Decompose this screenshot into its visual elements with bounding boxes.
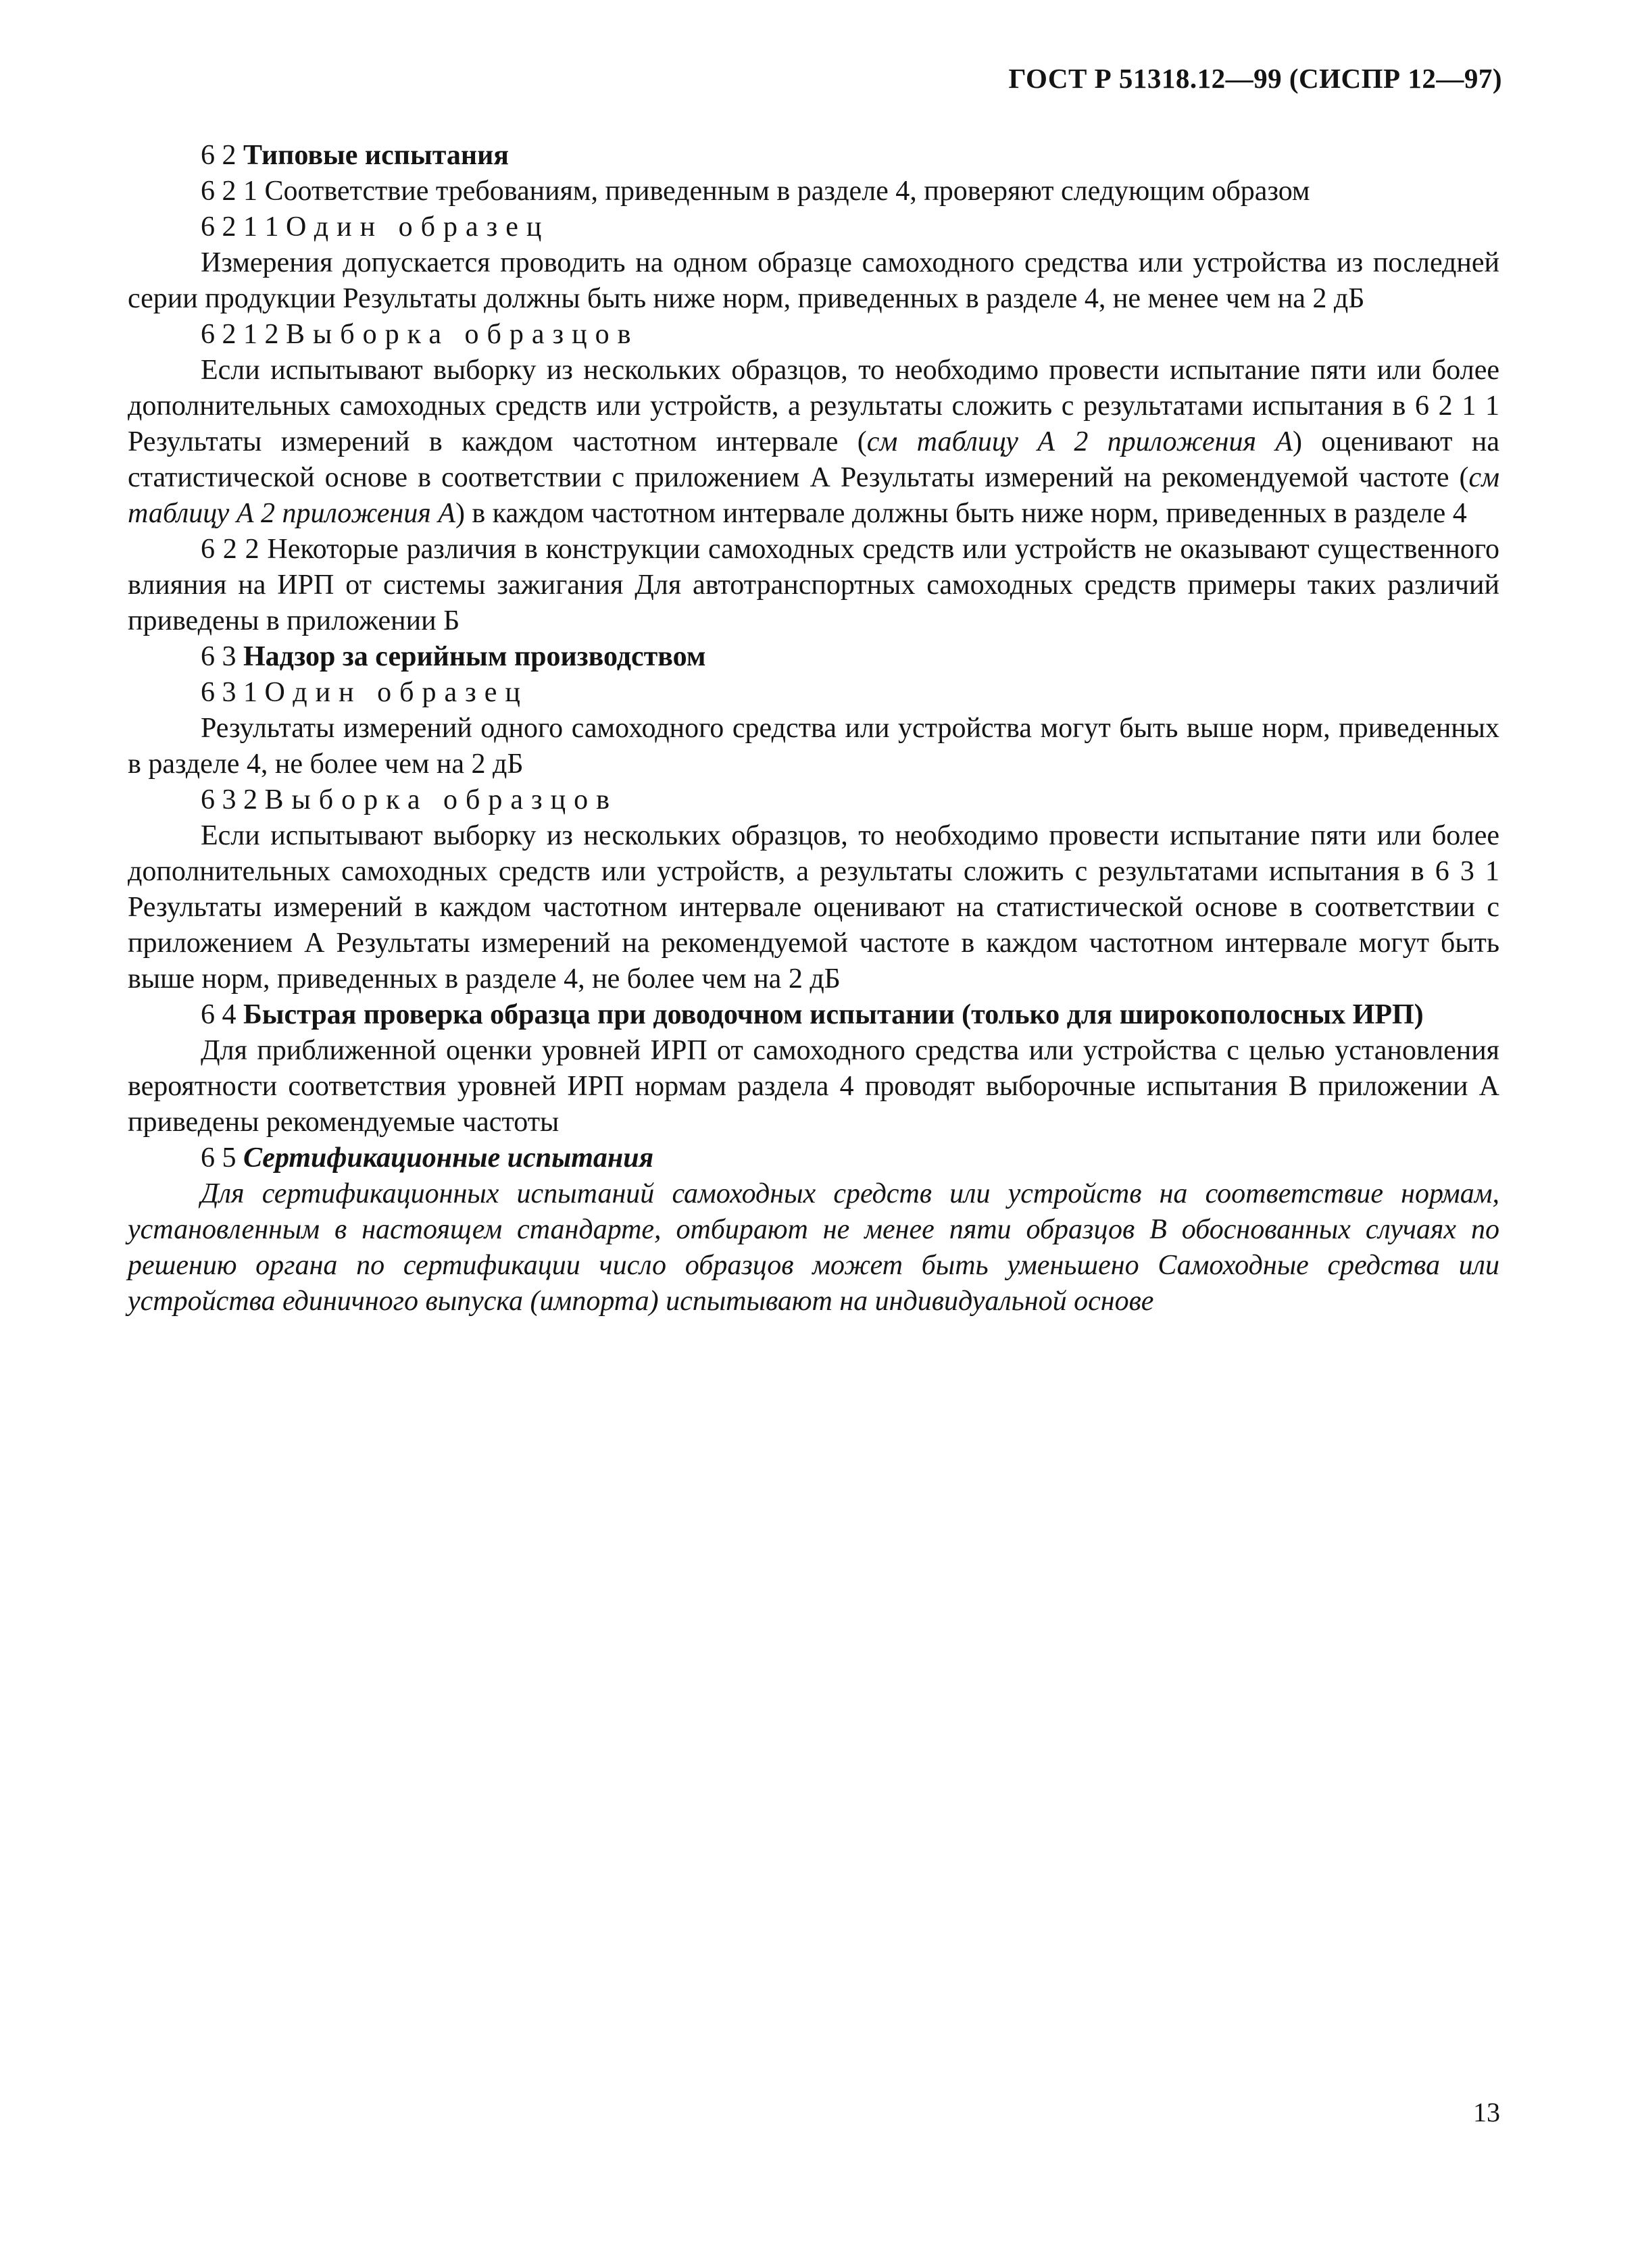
- section-title: Типовые испытания: [243, 140, 510, 171]
- section-6-2-heading: [128, 138, 1499, 174]
- section-6-3-heading: [128, 639, 1499, 675]
- section-6-5-body: Для сертификационных испытаний самоходных средств или устройств на соответствие нормам, установленным в настоящем стандарте, отбирают не менее пяти образцов В обоснованных случаях по решению органа по сертификации число образцов может быть уменьшено Самоходные средства или устройства единичного выпуска (импорта) испытывают на индивидуальной основе: [128, 1178, 1499, 1317]
- section-6-2-1: 6 2 1 Соответствие требованиям, приведенным в разделе 4, проверяют следующим образом: [201, 176, 1310, 207]
- section-title: Один образец: [264, 677, 528, 708]
- section-6-2-1-1-body: Измерения допускается проводить на одном образце самоходного средства или устройства из последней серии продукции Результаты должны быть ниже норм, приведенных в разделе 4, не менее чем на 2 дБ: [128, 247, 1499, 314]
- paragraph-text: ) в каждом частотном интервале должны быть ниже норм, приведенных в разделе 4: [455, 498, 1467, 529]
- section-number: 6 3: [201, 641, 243, 672]
- section-title: Один образец: [286, 211, 550, 243]
- section-6-4-body: Для приближенной оценки уровней ИРП от самоходного средства или устройства с целью установления вероятности соответствия уровней ИРП нормам раздела 4 проводят выборочные испытания В приложении А приведены рекомендуемые частоты: [128, 1035, 1499, 1138]
- page-number: 13: [1473, 2097, 1500, 2127]
- section-6-5-heading: [128, 1140, 1499, 1176]
- section-6-3-1-body: Результаты измерений одного самоходного средства или устройства могут быть выше норм, приведенных в разделе 4, не более чем на 2 дБ: [128, 713, 1499, 780]
- section-number: 6 3 2: [201, 784, 265, 815]
- section-6-4-heading: [128, 997, 1499, 1033]
- section-6-2-1-2-body: [128, 353, 1499, 532]
- reference-text: см таблицу А 2 приложения А: [128, 462, 1499, 529]
- section-6-2-1-2-heading: [128, 317, 1499, 353]
- document-header: ГОСТ Р 51318.12—99 (СИСПР 12—97): [1008, 63, 1502, 94]
- section-number: 6 2 1 1: [201, 211, 286, 243]
- section-title: Надзор за серийным производством: [243, 641, 706, 672]
- section-6-3-1-heading: [128, 675, 1499, 711]
- paragraph-text: Если испытывают выборку из нескольких образцов, то необходимо провести испытание пяти или более дополнительных самоходных средств или устройств, а результаты сложить с результатами испытания в 6 2 1 1 Результаты измерений в каждом частотном интервале (: [128, 355, 1499, 457]
- section-number: 6 5: [201, 1142, 243, 1174]
- section-number: 6 2: [201, 140, 243, 171]
- reference-text: см таблицу А 2 приложения А: [866, 426, 1293, 457]
- paragraph-text: ) оценивают на статистической основе в соответствии с приложением А Результаты измерений на рекомендуемой частоте (: [128, 426, 1500, 493]
- section-number: 6 2 1 2: [201, 319, 286, 350]
- section-6-3-2-heading: [128, 782, 1499, 818]
- section-number: 6 3 1: [201, 677, 265, 708]
- document-body: [128, 138, 1499, 1319]
- section-title: Быстрая проверка образца при доводочном испытании (только для широкополосных ИРП): [243, 999, 1424, 1030]
- section-6-3-2-body: Если испытывают выборку из нескольких образцов, то необходимо провести испытание пяти или более дополнительных самоходных средств или устройств, а результаты сложить с результатами испытания в 6 3 1 Результаты измерений в каждом частотном интервале оценивают на статистической основе в соответствии с приложением А Результаты измерений на рекомендуемой частоте в каждом частотном интервале могут быть выше норм, приведенных в разделе 4, не более чем на 2 дБ: [128, 820, 1499, 994]
- section-number: 6 4: [201, 999, 243, 1030]
- section-title: Выборка образцов: [264, 784, 618, 815]
- section-title: Выборка образцов: [286, 319, 639, 350]
- section-title: Сертификационные испытания: [243, 1142, 654, 1174]
- section-6-2-1-1-heading: [128, 209, 1499, 245]
- section-6-2-2: 6 2 2 Некоторые различия в конструкции самоходных средств или устройств не оказывают существенного влияния на ИРП от системы зажигания Для автотранспортных самоходных средств примеры таких различий приведены в приложении Б: [128, 534, 1499, 636]
